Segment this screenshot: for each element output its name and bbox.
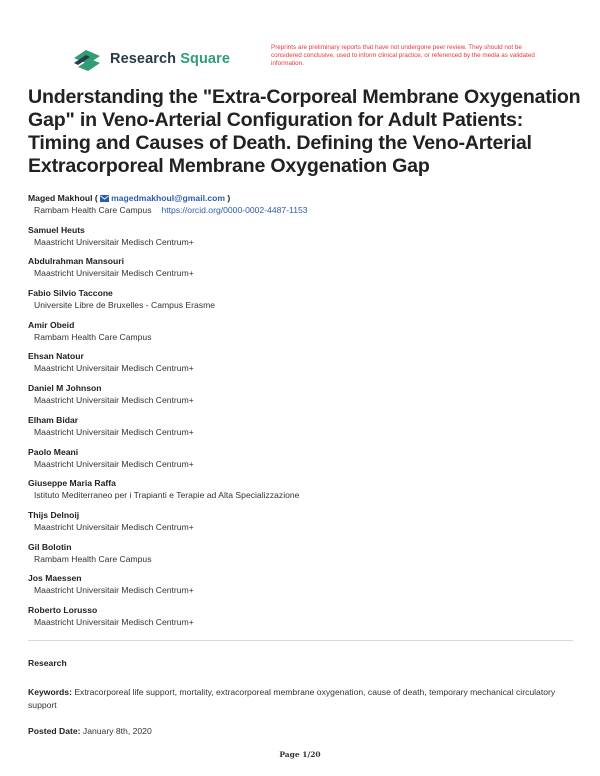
- keywords: [28, 686, 573, 712]
- author-entry-corresponding: [28, 192, 578, 224]
- author-affiliation: Rambam Health Care Campus: [34, 553, 152, 564]
- author-name: Maged Makhoul: [28, 193, 93, 203]
- author-entry: [28, 224, 578, 256]
- author-entry: [28, 572, 578, 604]
- author-entry: [28, 382, 578, 414]
- brand-name: [110, 51, 230, 67]
- author-entry: [28, 287, 578, 319]
- author-name: Giuseppe Maria Raffa: [28, 478, 116, 489]
- preprint-disclaimer: Preprints are preliminary reports that have not undergone peer review. They should not be considered conclusive, used to inform clinical practice, or referenced by the media as validated information.: [271, 44, 535, 67]
- author-entry: [28, 319, 578, 351]
- author-entry: [28, 509, 578, 541]
- author-affiliation: Maastricht Universitair Medisch Centrum+: [34, 236, 194, 247]
- author-name: Jos Maessen: [28, 573, 82, 584]
- keywords-label: Keywords:: [28, 687, 72, 697]
- author-entry: [28, 477, 578, 509]
- author-affiliation: Rambam Health Care Campus: [34, 205, 152, 215]
- author-affiliation: Maastricht Universitair Medisch Centrum+: [34, 426, 194, 437]
- author-entry: [28, 446, 578, 478]
- author-name: Thijs Delnoij: [28, 509, 80, 520]
- author-name: Daniel M Johnson: [28, 383, 102, 394]
- section-divider: [28, 640, 573, 641]
- close-paren: ): [225, 193, 231, 203]
- author-entry: [28, 604, 578, 636]
- author-email: magedmakhoul@gmail.com: [111, 193, 226, 203]
- author-name: Ehsan Natour: [28, 351, 84, 362]
- article-type: Research: [28, 658, 67, 668]
- author-affiliation: Maastricht Universitair Medisch Centrum+: [34, 521, 194, 532]
- author-affiliation: Istituto Mediterraneo per i Trapianti e Terapie ad Alta Specializzazione: [34, 490, 300, 501]
- author-name: Fabio Silvio Taccone: [28, 288, 113, 299]
- author-entry: [28, 541, 578, 573]
- author-affiliation: Maastricht Universitair Medisch Centrum+: [34, 616, 194, 627]
- author-name: Roberto Lorusso: [28, 604, 98, 615]
- author-list: [28, 192, 578, 636]
- author-affiliation: Maastricht Universitair Medisch Centrum+: [34, 585, 194, 596]
- author-affiliation: Rambam Health Care Campus: [34, 331, 152, 342]
- author-affiliation: Maastricht Universitair Medisch Centrum+: [34, 395, 194, 406]
- author-name: Amir Obeid: [28, 319, 75, 330]
- author-entry: [28, 414, 578, 446]
- author-affiliation: Universite Libre de Bruxelles - Campus Erasme: [34, 300, 216, 311]
- envelope-icon: [100, 195, 109, 202]
- author-name: Paolo Meani: [28, 446, 79, 457]
- posted-date-value: January 8th, 2020: [80, 726, 152, 736]
- author-name: Elham Bidar: [28, 414, 79, 425]
- page-number: Page 1/20: [279, 750, 321, 759]
- open-paren: (: [92, 193, 98, 203]
- orcid-link[interactable]: https://orcid.org/0000-0002-4487-1153: [161, 205, 308, 215]
- posted-date-label: Posted Date:: [28, 726, 81, 736]
- keywords-text: Extracorporeal life support, mortality, extracorporeal membrane oxygenation, cause of death, temporary mechanical circulatory support: [28, 687, 556, 710]
- author-affiliation: Maastricht Universitair Medisch Centrum+: [34, 363, 194, 374]
- author-entry: [28, 350, 578, 382]
- author-entry: [28, 255, 578, 287]
- author-name: Gil Bolotin: [28, 541, 72, 552]
- author-email-link[interactable]: [100, 193, 225, 203]
- author-name: Abdulrahman Mansouri: [28, 256, 124, 267]
- research-square-logo[interactable]: [72, 46, 230, 72]
- author-affiliation: Maastricht Universitair Medisch Centrum+: [34, 268, 194, 279]
- posted-date: [28, 726, 152, 736]
- author-affiliation: Maastricht Universitair Medisch Centrum+: [34, 458, 194, 469]
- author-name: Samuel Heuts: [28, 224, 85, 235]
- brand-word-square: Square: [180, 51, 230, 67]
- research-square-logo-icon: [72, 46, 102, 72]
- brand-word-research: Research: [110, 51, 177, 67]
- paper-title: Understanding the "Extra-Corporeal Membrane Oxygenation Gap" in Veno-Arterial Configuration for Adult Patients: Timing and Causes of Death. Defining the Veno-Arterial Extracorporeal Membrane Oxygenation Gap: [28, 86, 581, 177]
